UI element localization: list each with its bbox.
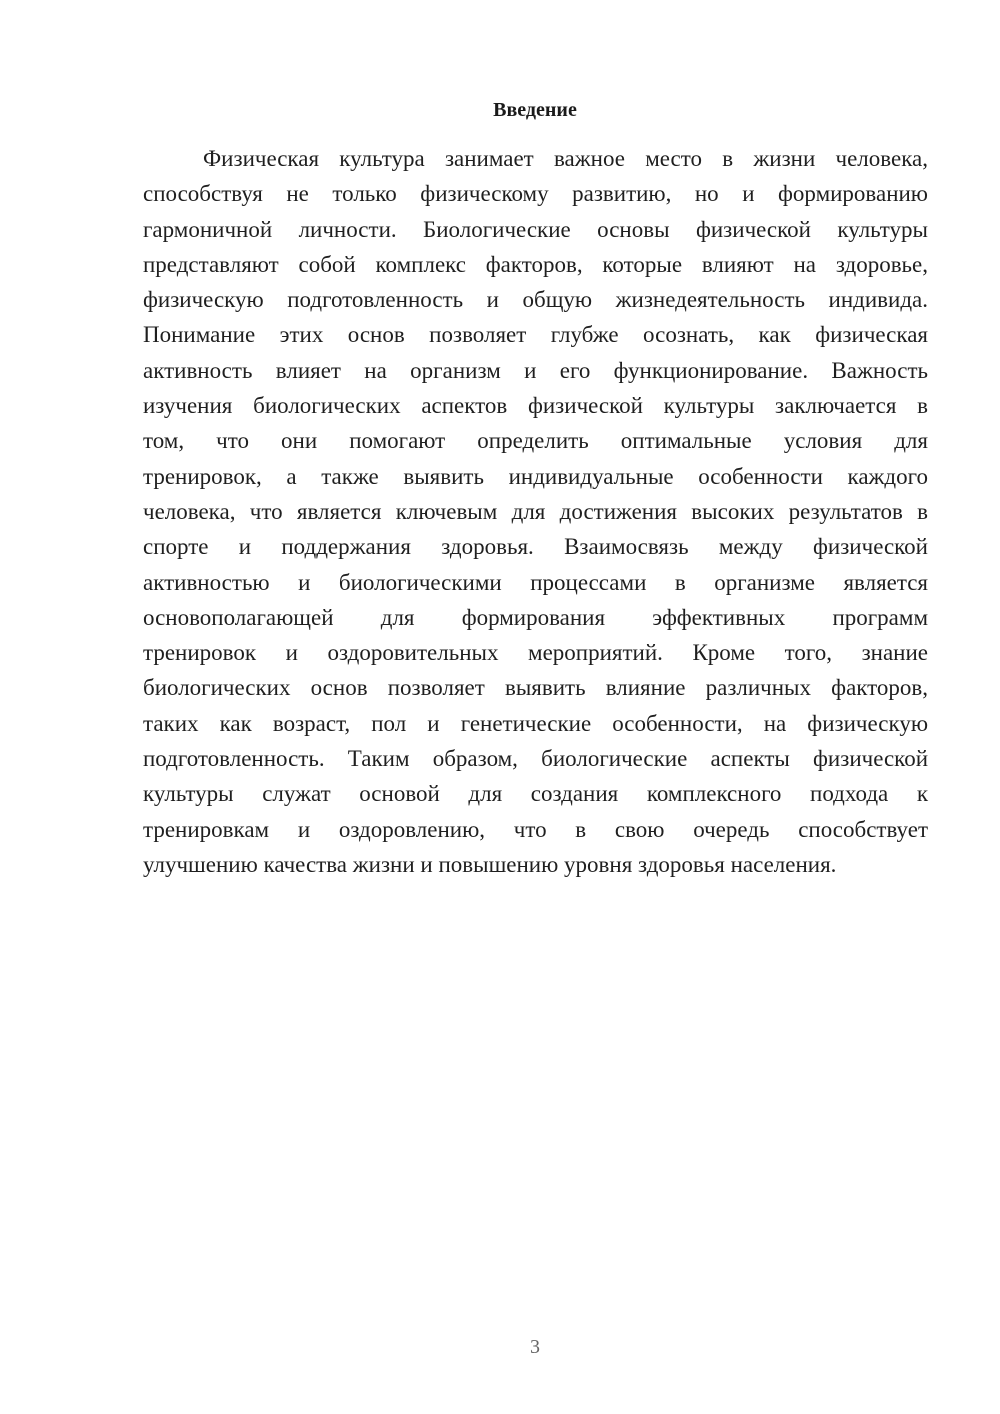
paragraph-line: активностью и биологическими процессами в организме является [143, 569, 928, 595]
paragraph-line: способствуя не только физическому развитию, но и формированию [143, 181, 928, 207]
paragraph-line: биологических основ позволяет выявить влияние различных факторов, [143, 675, 928, 701]
paragraph-line: активность влияет на организм и его функционирование. Важность [143, 357, 928, 383]
paragraph-line: изучения биологических аспектов физической культуры заключается в [143, 393, 928, 419]
paragraph-line: основополагающей для формирования эффективных программ [143, 604, 928, 630]
paragraph-line: тренировок и оздоровительных мероприятий. Кроме того, знание [143, 640, 928, 666]
paragraph-line: тренировкам и оздоровлению, что в свою очередь способствует [143, 816, 928, 842]
paragraph-line: Физическая культура занимает важное место в жизни человека, [203, 146, 928, 171]
paragraph-line: том, что они помогают определить оптимальные условия для [143, 428, 928, 454]
paragraph-line: спорте и поддержания здоровья. Взаимосвязь между физической [143, 534, 928, 560]
paragraph-line: культуры служат основой для создания комплексного подхода к [143, 781, 928, 807]
paragraph-line: таких как возраст, пол и генетические особенности, на физическую [143, 710, 928, 736]
paragraph-line: человека, что является ключевым для достижения высоких результатов в [143, 498, 928, 524]
paragraph-line: физическую подготовленность и общую жизнедеятельность индивида. [143, 287, 928, 313]
paragraph-line: подготовленность. Таким образом, биологические аспекты физической [143, 746, 928, 772]
section-heading: Введение [493, 99, 577, 121]
paragraph-line: улучшению качества жизни и повышению уровня здоровья населения. [143, 851, 837, 877]
paragraph-line: представляют собой комплекс факторов, которые влияют на здоровье, [143, 251, 928, 277]
paragraph-line: гармоничной личности. Биологические основы физической культуры [143, 216, 928, 242]
intro-paragraph [143, 141, 928, 882]
page-number: 3 [530, 1336, 540, 1358]
paragraph-line: Понимание этих основ позволяет глубже осознать, как физическая [143, 322, 928, 348]
paragraph-line: тренировок, а также выявить индивидуальные особенности каждого [143, 463, 928, 489]
